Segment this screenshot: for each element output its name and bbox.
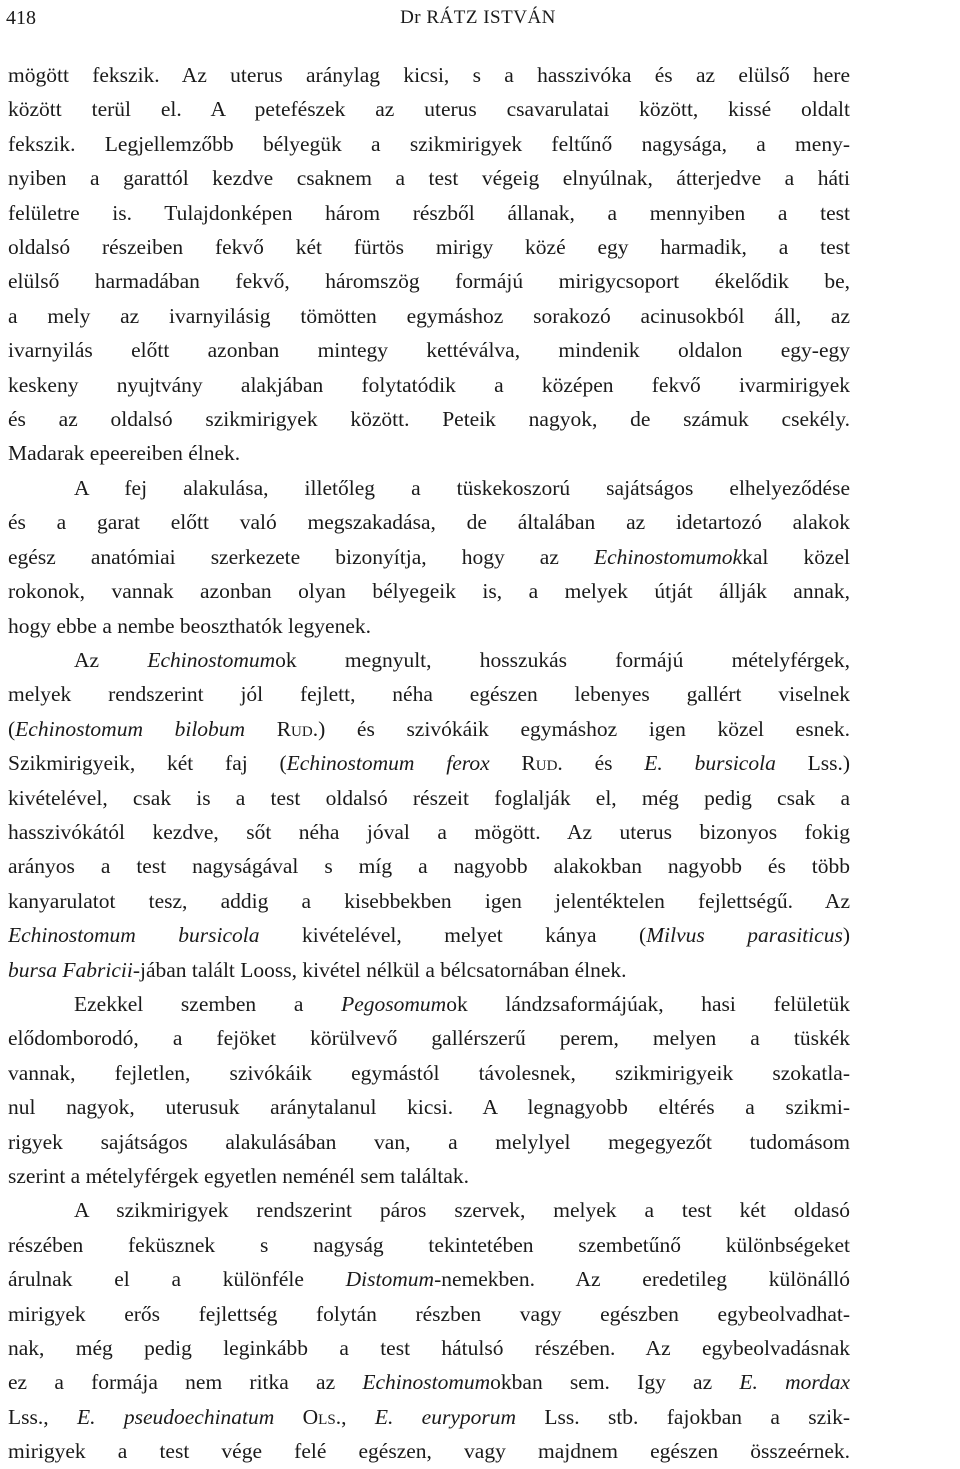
text-line (8, 368, 850, 402)
text-segment: felületre is. Tulajdonképen három részből állanak, a mennyiben a test (8, 200, 850, 225)
text-line (8, 402, 850, 436)
italic-text: Pegosomum (341, 991, 447, 1016)
text-line (8, 505, 850, 539)
text-line (8, 987, 850, 1021)
text-segment: Lss., (8, 1404, 77, 1429)
text-segment: A szikmirigyek rendszerint páros szervek, melyek a test két oldasó (74, 1198, 850, 1223)
text-segment: elődomborodó, a fejöket körülvevő gallérszerű perem, melyen a tüskék (8, 1026, 850, 1051)
text-segment: Lss.) (775, 751, 850, 776)
text-segment: rigyek sajátságos alakulásában van, a melylyel megegyezőt tudomásom (8, 1129, 850, 1154)
text-segment: és az oldalsó szikmirigyek között. Peteik nagyok, de számuk csekély. (8, 407, 850, 432)
text-line (8, 815, 850, 849)
text-segment: , (341, 1404, 375, 1429)
text-segment: Ols. (302, 1404, 342, 1429)
text-line (8, 1262, 850, 1296)
text-line (8, 953, 850, 987)
text-segment: nak, még pedig leginkább a test hátulsó részében. Az egybeolvadásnak (8, 1336, 850, 1361)
text-line (8, 1159, 850, 1193)
text-segment: Rud. (276, 716, 319, 741)
text-segment: árulnak el a különféle (8, 1267, 346, 1292)
italic-text: E. bursicola (644, 751, 776, 776)
text-line (8, 1331, 850, 1365)
running-head-author: Dr RÁTZ ISTVÁN (400, 7, 556, 28)
italic-text: Distomum (345, 1267, 435, 1292)
text-line (8, 127, 850, 161)
text-line (8, 643, 850, 677)
text-segment: között terül el. A petefészek az uterus csavarulatai között, kissé oldalt (8, 97, 850, 122)
text-segment: okban sem. Igy az (490, 1370, 740, 1395)
text-line (8, 781, 850, 815)
text-segment: ok megnyult, hosszukás formájú mételyférgek, (275, 647, 850, 672)
italic-text: bursa Fabricii (8, 957, 133, 982)
text-segment: ) és szivókáik egymáshoz igen közel esnek. (318, 716, 850, 741)
text-segment: kivételével, csak is a test oldalsó részeit foglalják el, még pedig csak a (8, 785, 850, 810)
text-line (8, 677, 850, 711)
text-line (8, 609, 850, 643)
text-segment: és a garat előtt való megszakadása, de általában az idetartozó alakok (8, 510, 850, 535)
text-segment (245, 717, 277, 741)
text-segment: Madarak epeereiben élnek. (8, 441, 241, 466)
text-line (8, 92, 850, 126)
text-segment: keskeny nyujtvány alakjában folytatódik a középen fekvő ivarmirigyek (8, 372, 850, 397)
text-line (8, 1021, 850, 1055)
text-line (8, 471, 850, 505)
text-line (8, 230, 850, 264)
italic-text: Echinostomum ferox (286, 751, 490, 776)
text-segment: szerint a mételyférgek egyetlen neménél sem találtak. (8, 1164, 470, 1188)
italic-text: E. mordax (739, 1370, 850, 1395)
text-line (8, 196, 850, 230)
italic-text: Echinostomum bilobum (15, 716, 246, 741)
text-line (8, 1193, 850, 1227)
text-segment: ez a formája nem ritka az (8, 1370, 363, 1395)
text-line (8, 540, 850, 574)
text-line (8, 1228, 850, 1262)
text-segment: a mely az ivarnyilásig tömötten egymáshoz sorakozó acinusokból áll, az (8, 303, 850, 328)
page-number: 418 (6, 7, 36, 29)
text-segment: nul nagyok, uterusuk aránytalanul kicsi. A legnagyobb eltérés a szikmi- (8, 1095, 850, 1120)
text-segment: -jában talált Looss, kivétel nélkül a bélcsatornában élnek. (132, 957, 627, 982)
text-line (8, 849, 850, 883)
body-text (8, 58, 850, 1469)
text-line (8, 161, 850, 195)
text-segment: mögött fekszik. Az uterus aránylag kicsi, s a hasszivóka és az elülső here (8, 63, 850, 87)
text-line (8, 746, 850, 780)
text-line (8, 574, 850, 608)
text-line (8, 264, 850, 298)
italic-text: E. euryporum (374, 1404, 517, 1429)
text-segment (274, 1405, 302, 1429)
text-segment: elülső harmadában fekvő, háromszög formájú mirigycsoport ékelődik be, (8, 269, 850, 294)
text-segment: Rud. (521, 751, 563, 776)
text-line (8, 333, 850, 367)
text-segment: ok lándzsaformájúak, hasi felületük (446, 991, 850, 1016)
running-head (6, 3, 950, 33)
text-segment: Szikmirigyeik, két faj ( (8, 751, 287, 776)
text-segment: -nemekben. Az eredetileg különálló (434, 1267, 850, 1292)
text-segment: kanyarulatot tesz, addig a kisebbekben igen jelentéktelen fejlettségű. Az (8, 888, 850, 913)
text-segment: ivarnyilás előtt azonban mintegy kettéválva, mindenik oldalon egy-egy (8, 338, 850, 363)
text-segment: oldalsó részeiben fekvő két fürtös mirigy közé egy harmadik, a test (8, 235, 850, 260)
text-line (8, 299, 850, 333)
text-segment: melyek rendszerint jól fejlett, néha egészen lebenyes gallért viselnek (8, 682, 850, 707)
text-segment: hogy ebbe a nembe beoszthatók legyenek. (8, 613, 371, 638)
text-line (8, 1125, 850, 1159)
italic-text: Echinostomum bursicola (8, 923, 260, 948)
text-segment: hasszivókától kezdve, sőt néha jóval a mögött. Az uterus bizonyos fokig (8, 819, 850, 844)
text-segment: nyiben a garattól kezdve csaknem a test végeig elnyúlnak, átterjedve a háti (8, 166, 850, 191)
text-segment: vannak, fejletlen, szivókáik egymástól távolesnek, szikmirigyeik szokatla- (8, 1060, 850, 1085)
text-line (8, 918, 850, 952)
text-segment: Az (74, 647, 148, 672)
text-line (8, 1297, 850, 1331)
text-segment: Lss. stb. fajokban a szik- (516, 1404, 850, 1429)
text-segment: ) (842, 923, 850, 948)
text-segment: egész anatómiai szerkezete bizonyítja, hogy az (8, 544, 594, 569)
text-segment: mirigyek erős fejlettség folytán részben vagy egészben egybeolvadhat- (8, 1301, 850, 1326)
text-segment: fekszik. Legjellemzőbb bélyegük a szikmirigyek feltűnő nagysága, a meny- (8, 131, 850, 156)
text-segment: rokonok, vannak azonban olyan bélyegeik is, a melyek útját állják annak, (8, 579, 850, 604)
text-line (8, 1090, 850, 1124)
text-segment: mirigyek a test vége felé egészen, vagy majdnem egészen összeérnek. (8, 1439, 850, 1464)
text-line (8, 1400, 850, 1434)
italic-text: E. pseudoechinatum (76, 1404, 275, 1429)
italic-text: Echinostomum (147, 647, 276, 672)
text-segment (490, 751, 522, 775)
text-segment: arányos a test nagyságával s míg a nagyobb alakokban nagyobb és több (8, 854, 850, 879)
text-segment: Ezekkel szemben a (74, 991, 342, 1016)
text-segment: részében feküsznek s nagyság tekintetében szembetűnő különbségeket (8, 1232, 850, 1257)
text-segment: A fej alakulása, illetőleg a tüskekoszorú sajátságos elhelyeződése (74, 475, 850, 500)
text-line (8, 1056, 850, 1090)
text-segment: kivételével, melyet kánya ( (259, 923, 647, 948)
text-segment: ( (8, 716, 16, 741)
text-line (8, 1434, 850, 1468)
text-segment: kal közel (742, 544, 850, 569)
italic-text: Echinostomumok (594, 544, 743, 569)
text-line (8, 436, 850, 470)
text-line (8, 712, 850, 746)
italic-text: Echinostomum (362, 1370, 491, 1395)
text-line (8, 884, 850, 918)
text-segment: és (562, 751, 645, 776)
text-line (8, 58, 850, 92)
italic-text: Milvus parasiticus (646, 923, 843, 948)
